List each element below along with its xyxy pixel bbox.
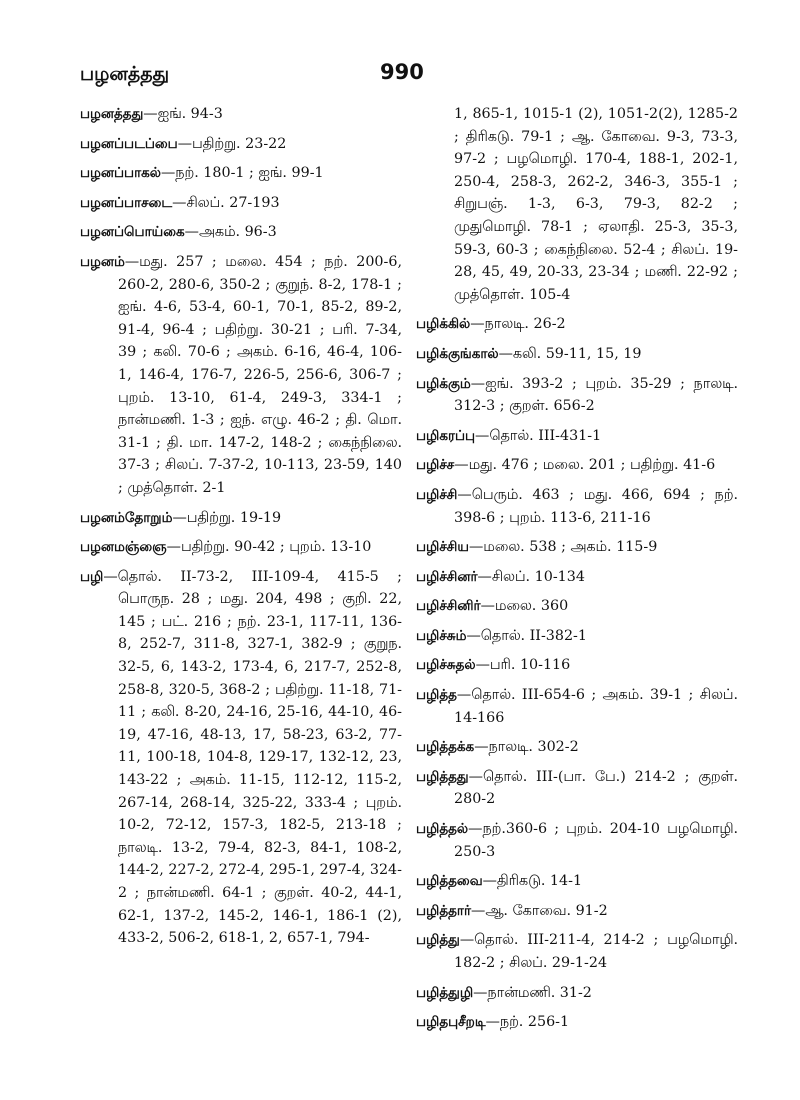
index-entry: [416, 1011, 738, 1034]
index-entry: [80, 507, 402, 530]
index-entry: [416, 373, 738, 418]
left-column: [80, 103, 402, 957]
entry-references: —நற். 180-1 ; ஐங். 99-1: [161, 165, 324, 182]
entry-references: —சிலப். 27-193: [172, 194, 280, 211]
entry-references: 1, 865-1, 1015-1 (2), 1051-2(2), 1285-2 ; திரிகடு. 79-1 ; ஆ. கோவை. 9-3, 73-3, 97-2 ; பழமொழி. 170-4, 188-1, 202-1, 250-4, 258-3, 262-2, 346-3, 355-1 ; சிறுபஞ். 1-3, 6-3, 79-3, 82-2 ; முதுமொழி. 78-1 ; ஏலாதி. 25-3, 35-3, 59-3, 60-3 ; கைந்நிலை. 52-4 ; சிலப். 19-28, 45, 49, 20-33, 23-34 ; மணி. 22-92 ; முத்தொள். 105-4: [454, 106, 738, 303]
entry-references: —அகம். 96-3: [184, 224, 277, 241]
index-entry: [80, 103, 402, 126]
index-entry: [416, 982, 738, 1005]
index-entry: [80, 133, 402, 156]
entry-headword: பழித்தது: [416, 768, 469, 785]
right-column: [416, 103, 738, 1041]
entry-headword: பழித்தார்: [416, 902, 472, 919]
index-entry: [416, 343, 738, 366]
entry-references: —தொல். II-73-2, III-109-4, 415-5 ; பொருந. 28 ; மது. 204, 498 ; குறி. 22, 145 ; பட். 216 ; நற். 23-1, 117-11, 136-8, 252-7, 311-8, 327-1, 382-9 ; குறுந. 32-5, 6, 143-2, 173-4, 6, 217-7, 252-8, 258-8, 320-5, 368-2 ; பதிற்று. 11-18, 71-11 ; கலி. 8-20, 24-16, 25-16, 44-10, 46-19, 47-16, 48-13, 17, 58-23, 63-2, 77-11, 100-18, 104-8, 129-17, 132-12, 23, 143-22 ; அகம். 11-15, 112-12, 115-2, 267-14, 268-14, 325-22, 333-4 ; புறம். 10-2, 72-12, 157-3, 182-5, 213-18 ; நாலடி. 13-2, 79-4, 82-3, 84-1, 108-2, 144-2, 227-2, 272-4, 295-1, 297-4, 324-2 ; நான்மணி. 64-1 ; குறள். 40-2, 44-1, 62-1, 137-2, 145-2, 146-1, 186-1 (2), 433-2, 506-2, 618-1, 2, 657-1, 794-: [103, 568, 402, 947]
entry-headword: பழனம்தோறும்: [80, 509, 173, 526]
entry-references: —தொல். III-(பா. பே.) 214-2 ; குறள். 280-2: [454, 768, 738, 808]
entry-headword: பழிதபுசீறடி: [416, 1014, 486, 1031]
entry-headword: பழிச்சும்: [416, 627, 467, 644]
index-entry: [416, 818, 738, 863]
index-entry: [416, 929, 738, 974]
entry-references: —கலி. 59-11, 15, 19: [498, 345, 642, 362]
index-entry: [416, 900, 738, 923]
index-entry: [416, 766, 738, 811]
entry-headword: பழித்தவை: [416, 873, 483, 890]
index-entry: [80, 566, 402, 950]
entry-references: —நற். 256-1: [485, 1014, 570, 1031]
entry-headword: பழனமஞ்ஞை: [80, 539, 167, 556]
index-entry: [416, 625, 738, 648]
index-entry: [416, 454, 738, 477]
running-header: பழனத்தது: [80, 63, 170, 85]
entry-references: —மது. 257 ; மலை. 454 ; நற். 200-6, 260-2, 280-6, 350-2 ; குறுந். 8-2, 178-1 ; ஐங். 4-6, 53-4, 60-1, 70-1, 85-2, 89-2, 91-4, 96-4 ; பதிற்று. 30-21 ; பரி. 7-34, 39 ; கலி. 70-6 ; அகம். 6-16, 46-4, 106-1, 146-4, 176-7, 226-5, 256-6, 306-7 ; புறம். 13-10, 61-4, 249-3, 334-1 ; நான்மணி. 1-3 ; ஐந். எழு. 46-2 ; தி. மொ. 31-1 ; தி. மா. 147-2, 148-2 ; கைந்நிலை. 37-3 ; சிலப். 7-37-2, 10-113, 23-59, 140 ; முத்தொள். 2-1: [118, 253, 402, 496]
entry-references: —பெரும். 463 ; மது. 466, 694 ; நற். 398-6 ; புறம். 113-6, 211-16: [454, 486, 738, 526]
entry-headword: பழித்து: [416, 932, 460, 949]
entry-references: —ஐங். 393-2 ; புறம். 35-29 ; நாலடி. 312-3 ; குறள். 656-2: [454, 375, 738, 415]
entry-references: —பதிற்று. 23-22: [177, 135, 287, 152]
entry-references: —மது. 476 ; மலை. 201 ; பதிற்று. 41-6: [454, 457, 716, 474]
entry-references: —ஆ. கோவை. 91-2: [471, 902, 608, 919]
entry-headword: பழனப்பொய்கை: [80, 224, 185, 241]
entry-headword: பழனம்: [80, 253, 125, 270]
entry-headword: பழிச்சிய: [416, 539, 469, 556]
page-number: 990: [380, 60, 424, 84]
index-entry: [416, 736, 738, 759]
entry-headword: பழித்த: [416, 687, 457, 704]
entry-headword: பழிக்கில்: [416, 316, 471, 333]
entry-headword: பழித்தல்: [416, 821, 469, 838]
entry-headword: பழித்துழி: [416, 984, 474, 1001]
index-entry: [416, 425, 738, 448]
index-entry: [416, 654, 738, 677]
index-entry: [80, 536, 402, 559]
entry-references: —ஐங். 94-3: [143, 106, 223, 122]
entry-headword: பழிகரப்பு: [416, 427, 476, 444]
entry-references: —திரிகடு. 14-1: [482, 873, 583, 890]
entry-headword: பழிச்ச: [416, 457, 455, 474]
index-entry: [80, 192, 402, 215]
entry-references: —நான்மணி. 31-2: [473, 984, 592, 1001]
entry-references: —தொல். III-431-1: [475, 427, 602, 444]
entry-headword: பழனத்தது: [80, 106, 144, 122]
entry-headword: பழி: [80, 568, 104, 585]
index-entry: [416, 313, 738, 336]
entry-headword: பழிச்சினிர்: [416, 598, 481, 615]
entry-references: —நாலடி. 26-2: [470, 316, 566, 333]
index-entry: [80, 221, 402, 244]
entry-references: —மலை. 538 ; அகம். 115-9: [468, 539, 658, 556]
index-entry: [416, 595, 738, 618]
entry-headword: பழிச்சினர்: [416, 568, 478, 585]
index-entry: [416, 870, 738, 893]
entry-references: —தொல். III-211-4, 214-2 ; பழமொழி. 182-2 ; சிலப். 29-1-24: [454, 932, 738, 971]
index-entry: [416, 484, 738, 529]
entry-headword: பழிச்சி: [416, 486, 458, 503]
entry-headword: பழிக்கும்: [416, 375, 471, 392]
index-entry: [416, 684, 738, 729]
index-entry: [416, 566, 738, 589]
entry-headword: பழிச்சுதல்: [416, 657, 476, 674]
entry-headword: பழிக்குங்கால்: [416, 345, 499, 362]
entry-references: —நாலடி. 302-2: [474, 739, 579, 756]
entry-references: —தொல். II-382-1: [466, 627, 587, 644]
entry-references: —பதிற்று. 19-19: [172, 509, 282, 526]
index-entry: [80, 251, 402, 500]
index-entry: [416, 536, 738, 559]
entry-references: —மலை. 360: [480, 598, 569, 615]
entry-headword: பழனப்பாசடை: [80, 194, 173, 211]
entry-references: —சிலப். 10-134: [477, 568, 585, 585]
entry-references: —பரி. 10-116: [475, 657, 571, 674]
entry-references: —நற்.360-6 ; புறம். 204-10 பழமொழி. 250-3: [454, 821, 738, 860]
entry-references: —தொல். III-654-6 ; அகம். 39-1 ; சிலப். 14-166: [454, 687, 738, 726]
index-entry: [416, 103, 738, 306]
entry-references: —பதிற்று. 90-42 ; புறம். 13-10: [166, 539, 372, 556]
entry-headword: பழனப்பாகல்: [80, 165, 161, 182]
index-entry: [80, 162, 402, 185]
entry-headword: பழித்தக்க: [416, 739, 475, 756]
entry-headword: பழனப்படப்பை: [80, 135, 178, 152]
